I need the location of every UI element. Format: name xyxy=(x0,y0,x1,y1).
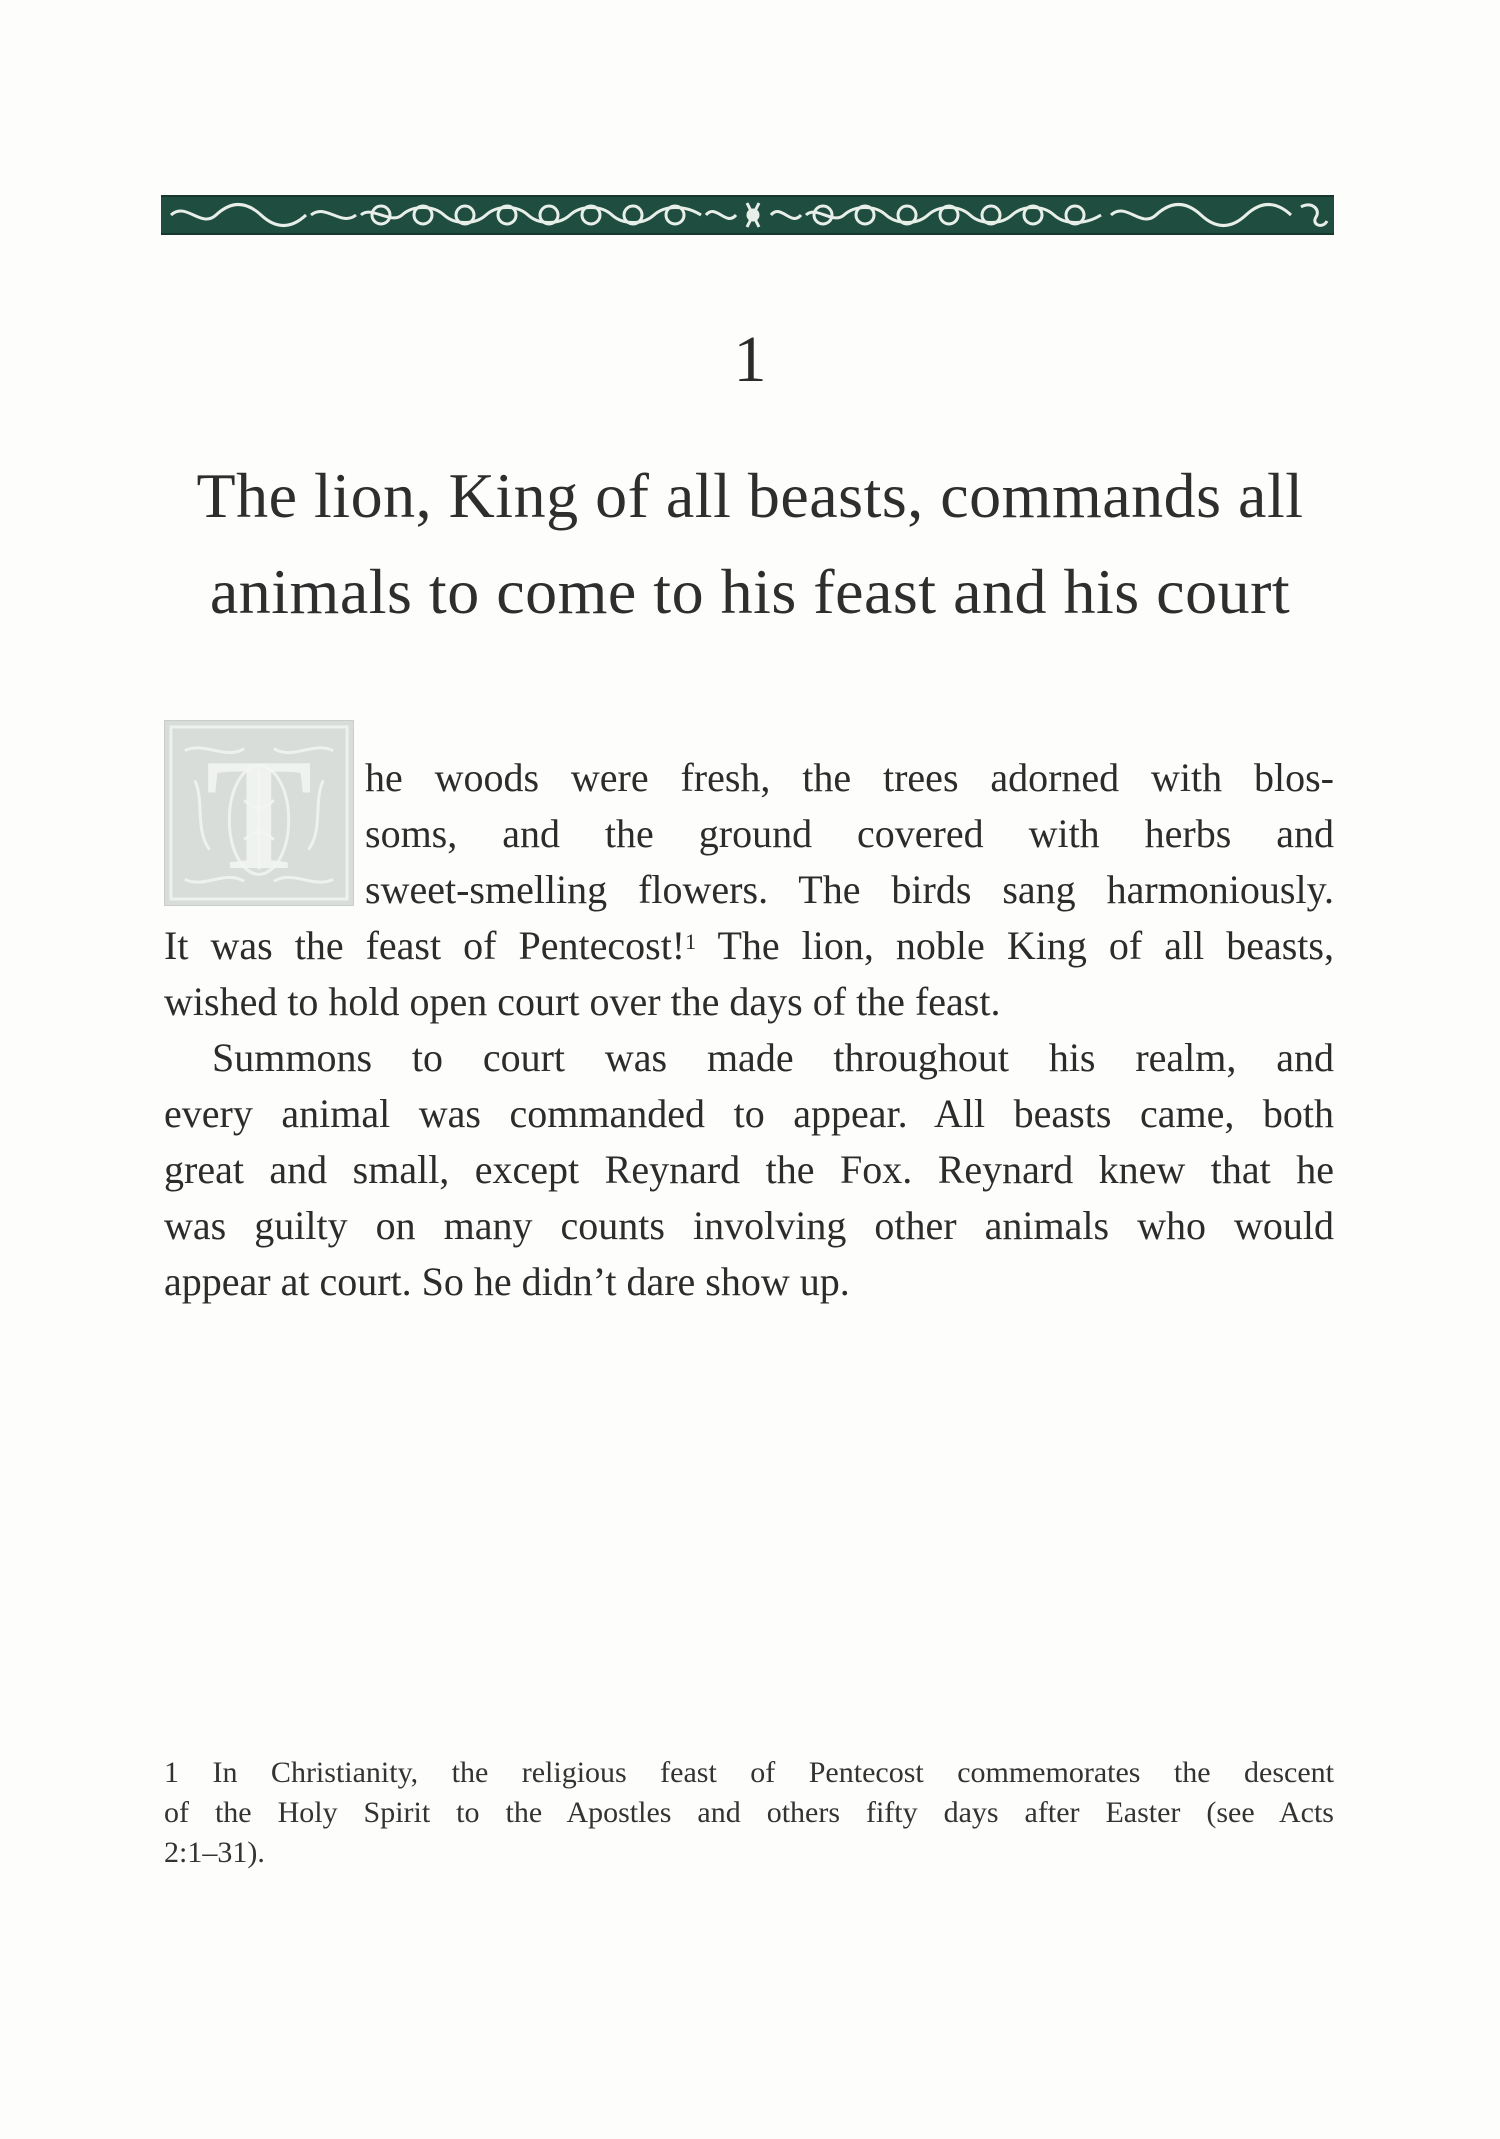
footnote-reference[interactable]: 1 xyxy=(685,929,697,954)
decorative-header-band xyxy=(161,195,1334,235)
chapter-title-line: The lion, King of all beasts, commands all xyxy=(196,460,1304,531)
footnote xyxy=(164,1753,1334,1873)
chapter-title xyxy=(140,448,1360,640)
paragraph-one-continuation xyxy=(164,918,1334,1030)
text-line: soms, and the ground covered with herbs and xyxy=(365,811,1334,856)
text-segment: It was the feast of Pentecost! xyxy=(164,923,686,968)
text-line: every animal was commanded to appear. All beasts came, both xyxy=(164,1091,1334,1136)
drop-cap-letter: T xyxy=(205,725,313,903)
paragraph-two xyxy=(164,1030,1334,1310)
text-line: Summons to court was made throughout his realm, and xyxy=(212,1035,1334,1080)
chapter-title-line: animals to come to his feast and his court xyxy=(209,556,1291,627)
text-line: sweet-smelling flowers. The birds sang harmoniously. xyxy=(365,867,1334,912)
text-line: was guilty on many counts involving other animals who would xyxy=(164,1203,1334,1248)
text-line xyxy=(164,918,1334,974)
text-segment: The lion, noble King of all beasts, xyxy=(696,923,1334,968)
text-line: great and small, except Reynard the Fox. Reynard knew that he xyxy=(164,1147,1334,1192)
text-line: wished to hold open court over the days of the feast. xyxy=(164,979,1001,1024)
chapter-number: 1 xyxy=(733,323,767,396)
paragraph-opening-lines xyxy=(365,750,1334,918)
illuminated-drop-cap xyxy=(164,720,354,906)
footnote-line: 2:1–31). xyxy=(164,1836,265,1869)
footnote-line: of the Holy Spirit to the Apostles and others fifty days after Easter (see Acts xyxy=(164,1796,1334,1829)
ornamental-scroll-icon xyxy=(161,197,1334,233)
text-line: appear at court. So he didn’t dare show up. xyxy=(164,1259,850,1304)
text-line: he woods were fresh, the trees adorned with blos- xyxy=(365,755,1334,800)
footnote-line: 1 In Christianity, the religious feast of Pentecost commemorates the descent xyxy=(164,1756,1334,1789)
